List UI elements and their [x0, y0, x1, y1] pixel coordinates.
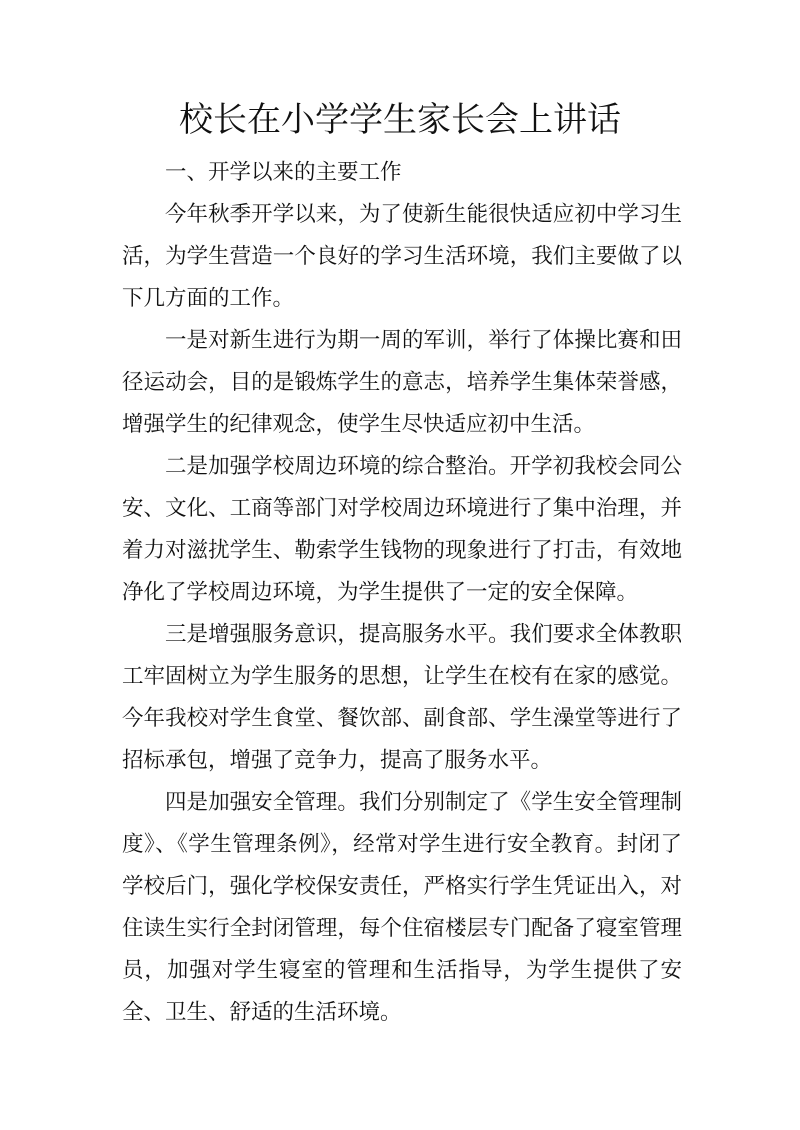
document-body	[122, 152, 682, 1034]
paragraph-intro: 今年秋季开学以来，为了使新生能很快适应初中学习生活，为学生营造一个良好的学习生活环境，我们主要做了以下几方面的工作。	[122, 202, 682, 311]
document-title: 校长在小学学生家长会上讲话	[179, 100, 621, 140]
section-heading: 一、开学以来的主要工作	[165, 160, 402, 185]
paragraph-service: 三是增强服务意识，提高服务水平。我们要求全体教职工牢固树立为学生服务的思想，让学生在校有在家的感觉。今年我校对学生食堂、餐饮部、副食部、学生澡堂等进行了招标承包，增强了竞争力，提高了服务水平。	[122, 622, 682, 773]
paragraph-environment: 二是加强学校周边环境的综合整治。开学初我校会同公安、文化、工商等部门对学校周边环境进行了集中治理，并着力对滋扰学生、勒索学生钱物的现象进行了打击，有效地净化了学校周边环境，为学生提供了一定的安全保障。	[122, 454, 682, 605]
paragraph-safety: 四是加强安全管理。我们分别制定了《学生安全管理制度》、《学生管理条例》，经常对学生进行安全教育。封闭了学校后门，强化学校保安责任，严格实行学生凭证出入，对住读生实行全封闭管理，每个住宿楼层专门配备了寝室管理员，加强对学生寝室的管理和生活指导，为学生提供了安全、卫生、舒适的生活环境。	[122, 790, 682, 1025]
paragraph-military-training: 一是对新生进行为期一周的军训，举行了体操比赛和田径运动会，目的是锻炼学生的意志，培养学生集体荣誉感，增强学生的纪律观念，使学生尽快适应初中生活。	[122, 328, 682, 437]
